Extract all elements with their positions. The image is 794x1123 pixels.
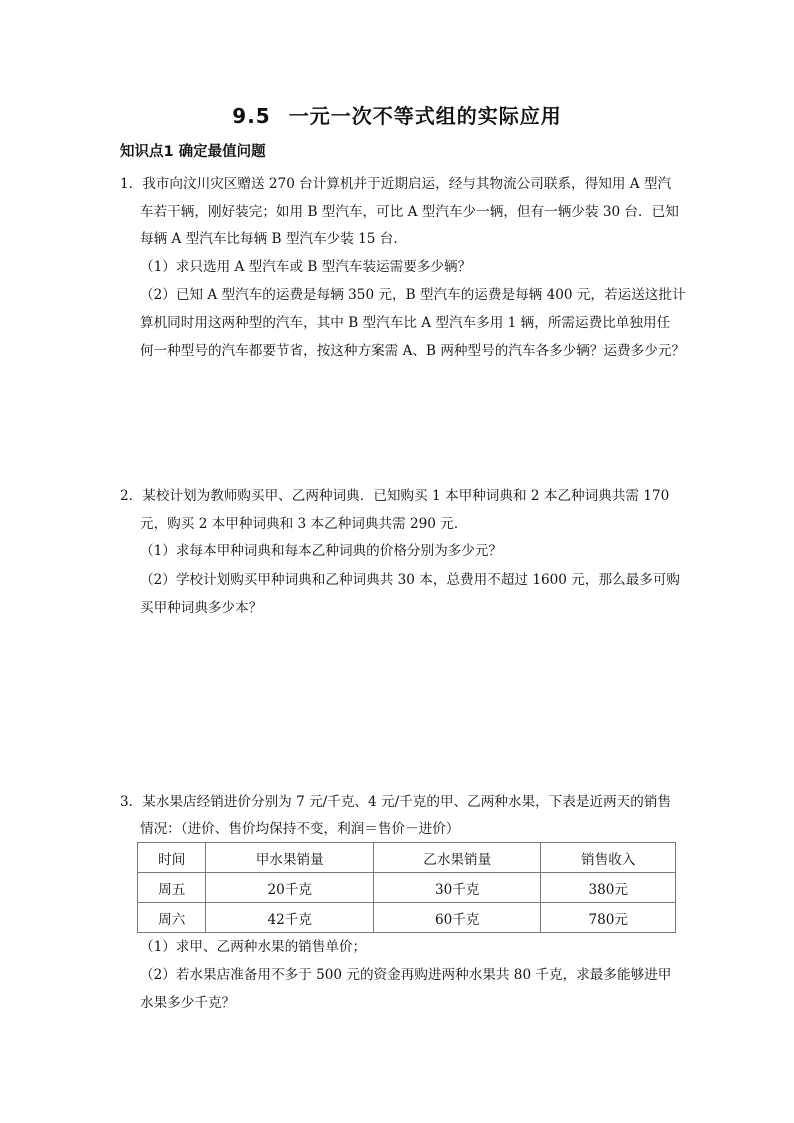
table-header-cell: 甲水果销量 [206,843,374,873]
question-2-part-1: （1）求每本甲种词典和每本乙种词典的价格分别为多少元？ [140,543,503,559]
question-3-line: 情况：（进价、售价均保持不变，利润＝售价－进价） [140,821,460,837]
table-cell: 30千克 [373,873,541,903]
table-header-cell: 时间 [138,843,206,873]
table-cell: 380元 [541,873,676,903]
question-1-part-2-line: 何一种型号的汽车都要节省，按这种方案需 A、B 两种型号的汽车各多少辆？运费多少元？ [140,343,686,359]
question-1-line: 车若干辆，刚好装完；如用 B 型汽车，可比 A 型汽车少一辆，但有一辆少装 30 台．已知 [140,204,679,220]
question-2-part-2: （2）学校计划购买甲种词典和乙种词典共 30 本，总费用不超过 1600 元，那么最多可购 [140,572,681,588]
question-1-line: 1．我市向汶川灾区赠送 270 台计算机并于近期启运，经与其物流公司联系，得知用 A 型汽 [120,176,672,192]
question-1-part-1: （1）求只选用 A 型汽车或 B 型汽车装运需要多少辆？ [140,259,472,275]
table-cell: 周五 [138,873,206,903]
question-3-line: 3．某水果店经销进价分别为 7 元/千克、4 元/千克的甲、乙两种水果，下表是近两天的销售 [120,794,672,810]
question-2-part-2-line: 买甲种词典多少本？ [140,600,263,616]
question-3-part-2: （2）若水果店准备用不多于 500 元的资金再购进两种水果共 80 千克，求最多能够进甲 [140,967,672,983]
table-cell: 20千克 [206,873,374,903]
table-header-cell: 乙水果销量 [373,843,541,873]
question-2-line: 2．某校计划为教师购买甲、乙两种词典．已知购买 1 本甲种词典和 2 本乙种词典共需 170 [120,488,670,504]
table-row [138,873,676,903]
lesson-title: 一元一次不等式组的实际应用 [288,104,562,128]
question-2-line: 元，购买 2 本甲种词典和 3 本乙种词典共需 290 元． [140,516,468,532]
table-header-cell: 销售收入 [541,843,676,873]
question-3-part-2-line: 水果多少千克？ [140,995,236,1011]
table-cell: 周六 [138,903,206,933]
page-title [0,100,794,129]
table-row [138,903,676,933]
question-3-part-1: （1）求甲、乙两种水果的销售单价； [140,939,367,955]
table-cell: 780元 [541,903,676,933]
section-heading: 知识点1 确定最值问题 [120,144,266,160]
question-1-part-2-line: 算机同时用这两种型的汽车，其中 B 型汽车比 A 型汽车多用 1 辆，所需运费比单独用任 [140,315,671,331]
question-1-part-2: （2）已知 A 型汽车的运费是每辆 350 元，B 型汽车的运费是每辆 400 元，若运送这批计 [140,287,686,303]
table-cell: 42千克 [206,903,374,933]
question-1-line: 每辆 A 型汽车比每辆 B 型汽车少装 15 台． [140,231,407,247]
sales-table [137,842,676,933]
lesson-number: 9.5 [232,104,271,128]
table-cell: 60千克 [373,903,541,933]
table-header-row [138,843,676,873]
